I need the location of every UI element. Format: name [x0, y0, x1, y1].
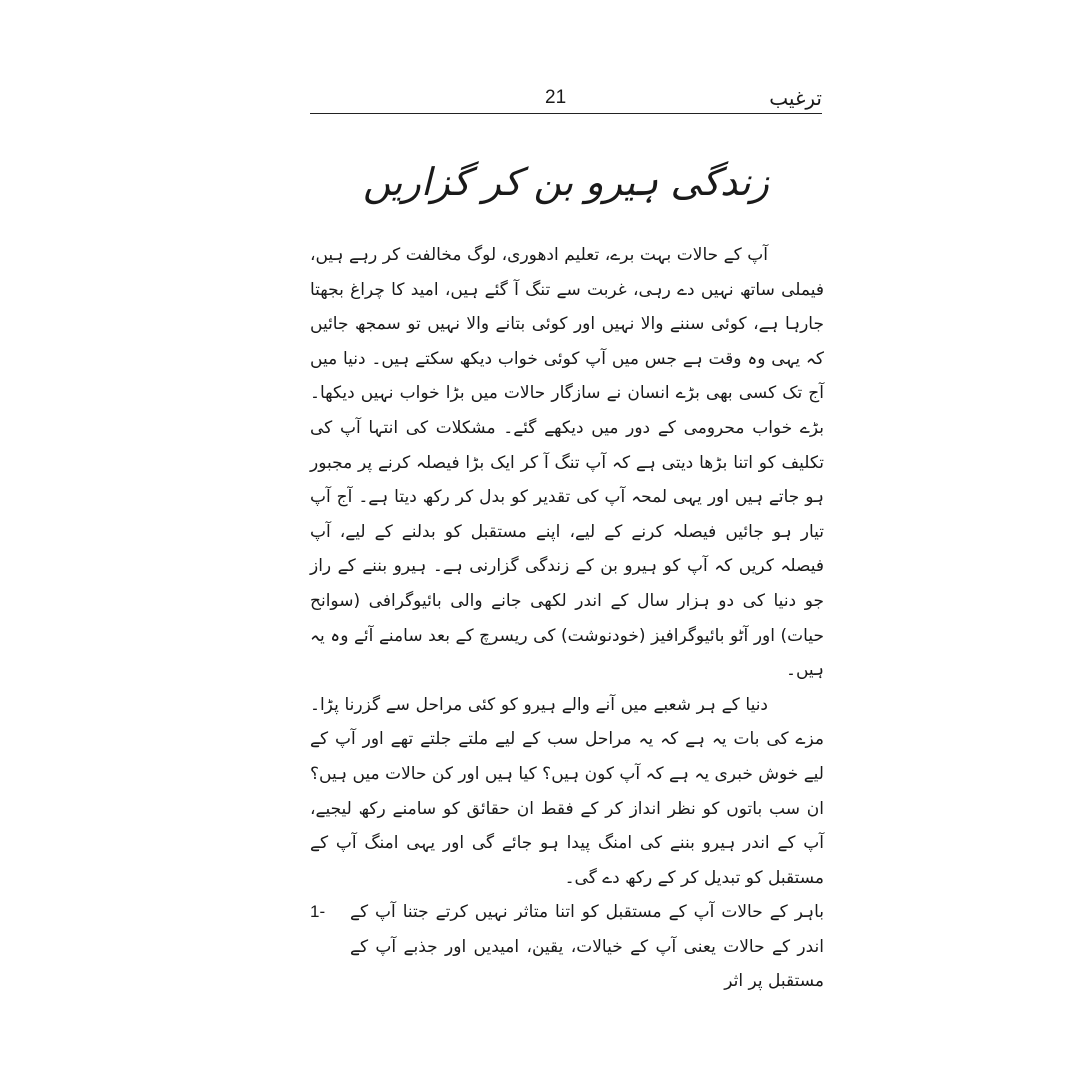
paragraph: دنیا کے ہر شعبے میں آنے والے ہیرو کو کئی مراحل سے گزرنا پڑا۔ مزے کی بات یہ ہے کہ یہ مراحل سب کے لیے ملتے جلتے تھے اور آپ کے لیے خوش خبری یہ ہے کہ آپ کون ہیں؟ کیا ہیں اور کن حالات میں ہیں؟ ان سب باتوں کو نظر انداز کر کے فقط ان حقائق کو سامنے رکھ لیجیے، آپ کے اندر ہیرو بننے کی امنگ پیدا ہو جائے گی اور یہی امنگ آپ کے مستقبل کو تبدیل کر کے رکھ دے گی۔	[310, 694, 824, 888]
page-number: 21	[545, 87, 567, 108]
numbered-item	[310, 895, 824, 999]
body-text	[310, 238, 824, 999]
book-title: ترغیب	[769, 86, 822, 110]
numbered-item-number: 1-	[310, 902, 326, 922]
header-rule	[310, 113, 822, 114]
chapter-title: زندگی ہیرو بن کر گزاریں	[362, 160, 770, 204]
numbered-item-text: باہر کے حالات آپ کے مستقبل کو اتنا متاثر نہیں کرتے جتنا آپ کے اندر کے حالات یعنی آپ کے خیالات، یقین، امیدیں اور جذبے آپ کے مستقبل پر اثر	[350, 902, 824, 992]
running-header	[310, 84, 822, 112]
paragraph: آپ کے حالات بہت برے، تعلیم ادھوری، لوگ مخالفت کر رہے ہیں، فیملی ساتھ نہیں دے رہی، غربت سے تنگ آ گئے ہیں، امید کا چراغ بجھتا جارہا ہے، کوئی سننے والا نہیں اور کوئی بتانے والا نہیں تو سمجھ جائیں کہ یہی وہ وقت ہے جس میں آپ کوئی خواب دیکھ سکتے ہیں۔ دنیا میں آج تک کسی بھی بڑے انسان نے سازگار حالات میں بڑا خواب نہیں دیکھا۔ بڑے خواب محرومی کے دور میں دیکھے گئے۔ مشکلات کی انتہا آپ کی تکلیف کو اتنا بڑھا دیتی ہے کہ آپ تنگ آ کر ایک بڑا فیصلہ کرنے پر مجبور ہو جاتے ہیں اور یہی لمحہ آپ کی تقدیر کو بدل کر رکھ دیتا ہے۔ آج آپ تیار ہو جائیں فیصلہ کرنے کے لیے، اپنے مستقبل کو بدلنے کے لیے، آپ فیصلہ کریں کہ آپ کو ہیرو بن کے زندگی گزارنی ہے۔ ہیرو بننے کے راز جو دنیا کی دو ہزار سال کے اندر لکھی جانے والی بائیوگرافی (سوانح حیات) اور آٹو بائیوگرافیز (خودنوشت) کی ریسرچ کے بعد سامنے آئے وہ یہ ہیں۔	[310, 245, 824, 681]
